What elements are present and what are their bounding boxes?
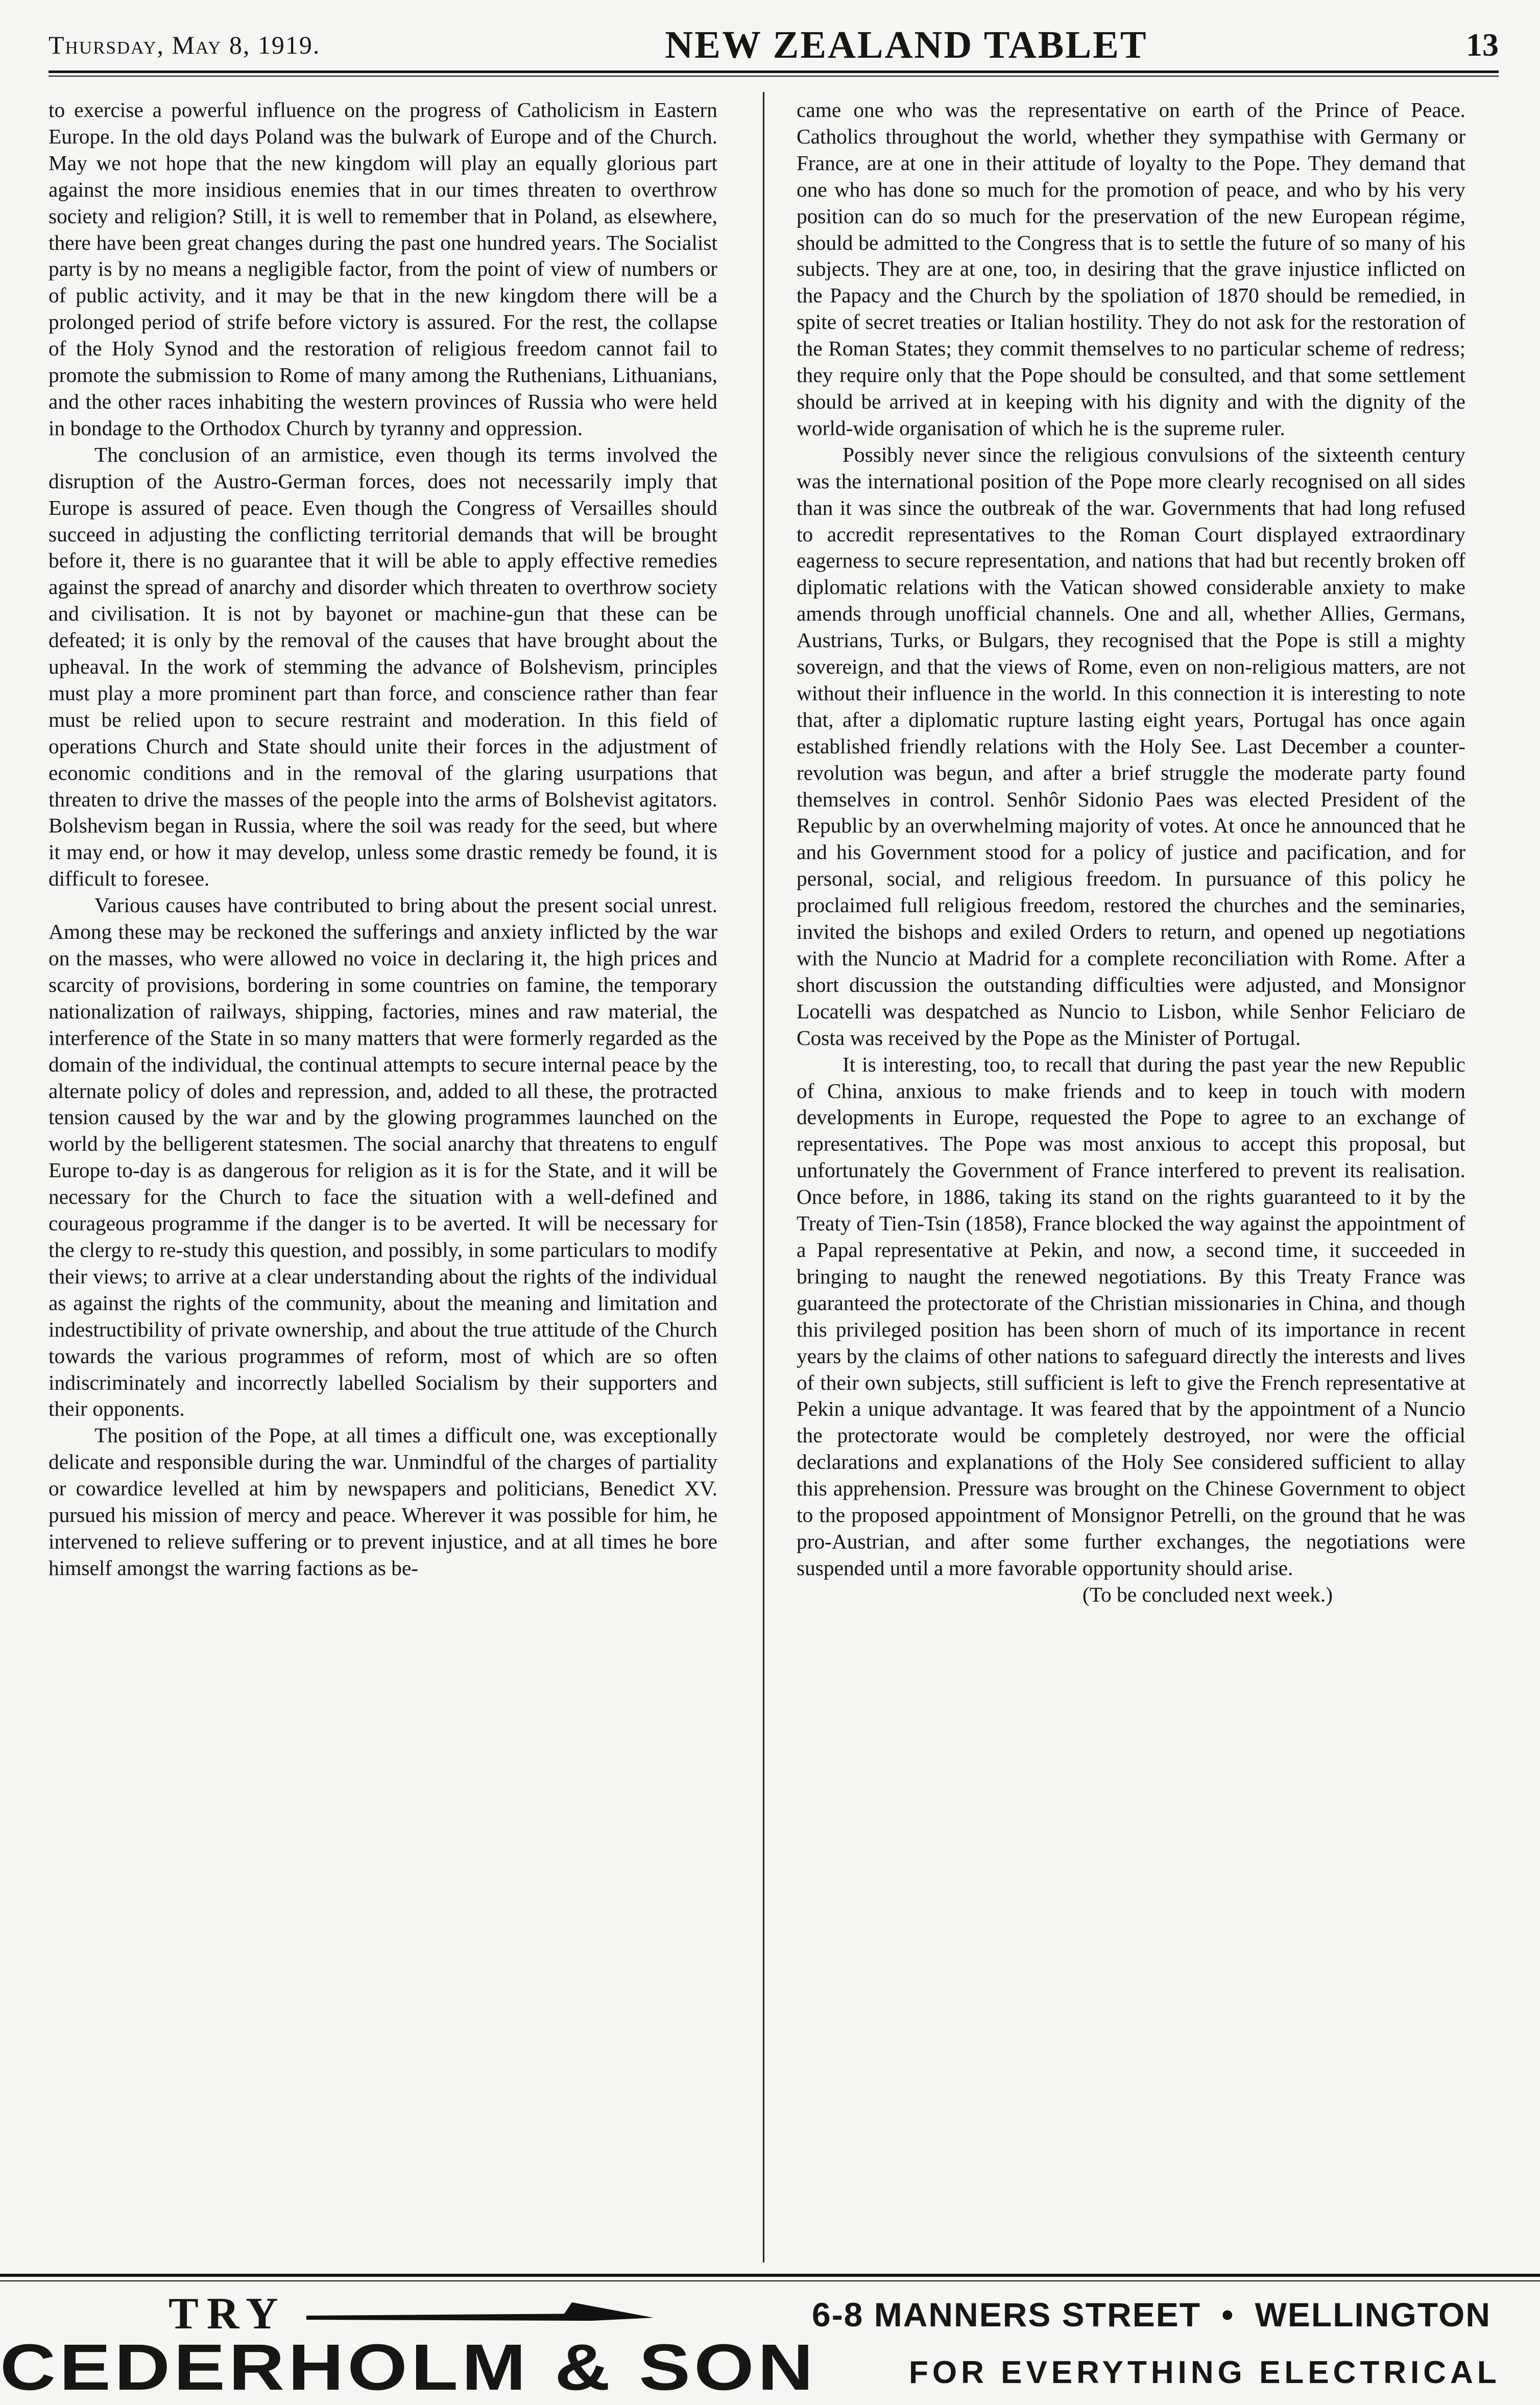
right-paragraph-2: Possibly never since the religious convulsions of the sixteenth century was the international position of the Pope more clearly recognised on all sides than it was since the outbreak of the war. Governments that had long refused to accredit representatives to the Roman Court displayed extraordinary eagerness to secure representation, and nations that had but recently broken off diplomatic relations with the Vatican showed considerable anxiety to make amends through unofficial channels. One and all, whether Allies, Germans, Austrians, Turks, or Bulgars, they recognised that the Pope is still a mighty sovereign, and that the views of Rome, even on non-religious matters, are not without their influence in the world. In this connection it is interesting to note that, after a diplomatic rupture lasting eight years, Portugal has once again established friendly relations with the Holy See. Last December a counter-revolution was begun, and after a brief struggle the moderate party found themselves in control. Senhôr Sidonio Paes was elected President of the Republic by an overwhelming majority of votes. At once he announced that he and his Government stood for a policy of justice and pacification, and for personal, social, and religious freedom. In pursuance of this policy he proclaimed full religious freedom, restored the churches and the seminaries, invited the bishops and exiled Orders to return, and opened up negotiations with the Nuncio at Madrid for a complete reconciliation with Rome. After a short discussion the outstanding difficulties were adjusted, and Monsignor Locatelli was despatched as Nuncio to Lisbon, while Senhor Feliciaro de Costa was received by the Pope as the Minister of Portugal.	[797, 442, 1465, 1050]
advert-company-name: CEDERHOLM & SON	[0, 2331, 817, 2404]
right-paragraph-3: It is interesting, too, to recall that during the past year the new Republic of China, anxious to make friends and to keep in touch with modern developments in Europe, requested the Pope to agree to an exchange of representatives. The Pope was most anxious to accept this proposal, but unfortunately the Government of France interfered to prevent its realisation. Once before, in 1886, taking its stand on the rights guaranteed to it by the Treaty of Tien-Tsin (1858), France blocked the way against the appointment of a Papal representative at Pekin, and now, a second time, it succeeded in bringing to naught the renewed negotiations. By this Treaty France was guaranteed the protectorate of the Christian missionaries in China, and though this privileged position has been shorn of much of its importance in recent years by the claims of other nations to safeguard directly the interests and lives of their own subjects, still sufficient is left to give the French representative at Pekin a unique advantage. It was feared that by the appointment of a Nuncio the protectorate would be completely destroyed, nor were the official declarations and explanations of the Holy See considered sufficient to allay this apprehension. Pressure was brought on the Chinese Government to object to the proposed appointment of Monsignor Petrelli, on the ground that he was pro-Austrian, and after some further exchanges, the negotiations were suspended until a more favorable opportunity should arise.	[797, 1052, 1465, 1580]
header-rule-thick	[49, 70, 1499, 73]
advert-try-text: TRY	[169, 2289, 286, 2339]
advert-address-line	[812, 2295, 1491, 2334]
concluded-note: (To be concluded next week.)	[1082, 1582, 1333, 1606]
header-page-number: 13	[1466, 27, 1499, 63]
advert-tagline: FOR EVERYTHING ELECTRICAL	[909, 2355, 1501, 2390]
advert-rule-thick	[0, 2274, 1540, 2277]
left-paragraph-2: The conclusion of an armistice, even though its terms involved the disruption of the Austro-German forces, does not necessarily imply that Europe is assured of peace. Even though the Congress of Versailles should succeed in adjusting the conflicting territorial demands that will be brought before it, there is no guarantee that it will be able to apply effective remedies against the spread of anarchy and disorder which threaten to overthrow society and civilisation. It is not by bayonet or machine-gun that these can be defeated; it is only by the removal of the causes that have brought about the upheaval. In the work of stemming the advance of Bolshevism, principles must play a more prominent part than force, and conscience rather than fear must be relied upon to secure restraint and moderation. In this field of operations Church and State should unite their forces in the adjustment of economic conditions and in the removal of the glaring usurpations that threaten to drive the masses of the people into the arms of Bolshevist agitators. Bolshevism began in Russia, where the soil was ready for the seed, but where it may end, or how it may develop, unless some drastic remedy be found, it is difficult to foresee.	[49, 442, 717, 891]
left-paragraph-1: to exercise a powerful influence on the progress of Catholicism in Eastern Europe. In the old days Poland was the bulwark of Europe and of the Church. May we not hope that the new kingdom will play an equally glorious part against the more insidious enemies that in our times threaten to overthrow society and religion? Still, it is well to remember that in Poland, as elsewhere, there have been great changes during the past one hundred years. The Socialist party is by no means a negligible factor, from the point of view of numbers or of public activity, and it may be that in the new kingdom there will be a prolonged period of strife before victory is assured. For the rest, the collapse of the Holy Synod and the restoration of religious freedom cannot fail to promote the submission to Rome of many among the Ruthenians, Lithuanians, and the other races inhabiting the western provinces of Russia who were held in bondage to the Orthodox Church by tyranny and oppression.	[49, 98, 717, 440]
page-header	[49, 19, 1499, 70]
header-title: NEW ZEALAND TABLET	[665, 23, 1148, 66]
advert-city: WELLINGTON	[1255, 2296, 1491, 2333]
advert-rule-thin	[0, 2280, 1540, 2281]
left-paragraph-4: The position of the Pope, at all times a difficult one, was exceptionally delicate and responsible during the war. Unmindful of the charges of partiality or cowardice levelled at him by newspapers and politicians, Benedict XV. pursued his mission of mercy and peace. Wherever it was possible for him, he intervened to relieve suffering or to prevent injustice, and at all times he bore himself amongst the warring factions as be-	[49, 1423, 717, 1580]
left-column	[49, 97, 717, 2263]
advertisement-banner	[0, 2283, 1540, 2404]
left-paragraph-3: Various causes have contributed to bring about the present social unrest. Among these may be reckoned the sufferings and anxiety inflicted by the war on the masses, who were allowed no voice in declaring it, the high prices and scarcity of provisions, bordering in some countries on famine, the temporary nationalization of railways, shipping, factories, mines and raw material, the interference of the State in so many matters that were formerly regarded as the domain of the individual, the continual attempts to secure internal peace by the alternate policy of doles and repression, and, added to all these, the protracted tension caused by the war and by the glowing programmes launched on the world by the belligerent statesmen. The social anarchy that threatens to engulf Europe to-day is as dangerous for religion as it is for the State, and it will be necessary for the Church to face the situation with a well-defined and courageous programme if the danger is to be averted. It will be necessary for the clergy to re-study this question, and possibly, in some particulars to modify their views; to arrive at a clear understanding about the rights of the individual as against the rights of the community, about the meaning and limitation and indestructibility of private ownership, and about the true attitude of the Church towards the various programmes of reform, most of which are so often indiscriminately and incorrectly labelled Socialism by their supporters and their opponents.	[49, 893, 717, 1421]
header-rule-thin	[49, 76, 1499, 77]
header-date: Thursday, May 8, 1919.	[49, 31, 321, 59]
advert-address: 6-8 MANNERS STREET	[812, 2296, 1201, 2333]
right-paragraph-1: came one who was the representative on earth of the Prince of Peace. Catholics throughout the world, whether they sympathise with Germany or France, are at one in their attitude of loyalty to the Pope. They demand that one who has done so much for the promotion of peace, and who by his very position can do so much for the preservation of the new European régime, should be admitted to the Congress that is to settle the future of so many of his subjects. They are at one, too, in desiring that the grave injustice inflicted on the Papacy and the Church by the spoliation of 1870 should be remedied, in spite of secret treaties or Italian hostility. They do not ask for the restoration of the Roman States; they commit themselves to no particular scheme of redress; they require only that the Pope should be consulted, and that some settlement should be arrived at in keeping with his dignity and with the dignity of the world-wide organisation of which he is the supreme ruler.	[797, 98, 1465, 440]
right-column	[797, 97, 1465, 2263]
advert-separator: •	[1221, 2296, 1235, 2333]
column-divider	[763, 92, 764, 2263]
advert-arrow-icon	[306, 2302, 654, 2321]
